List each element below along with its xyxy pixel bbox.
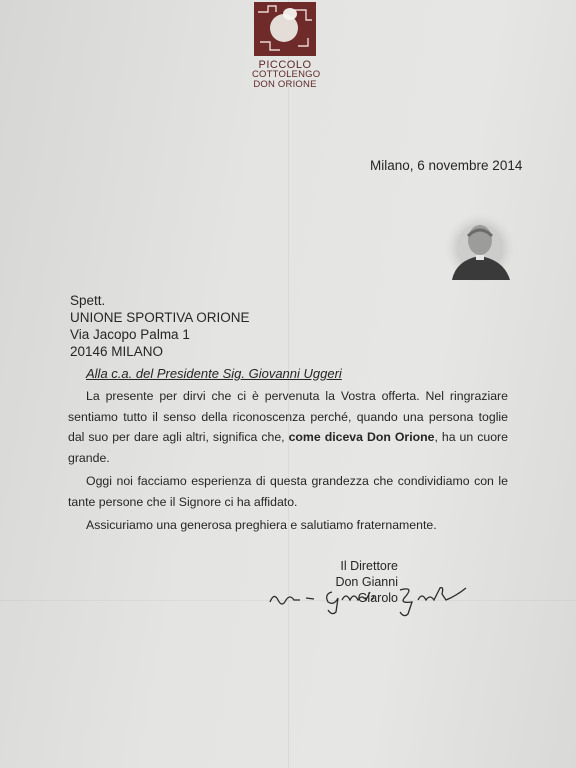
closing-title: Il Direttore <box>340 559 398 573</box>
address-city: 20146 MILANO <box>70 344 164 359</box>
handwritten-signature <box>266 578 476 618</box>
letter-body <box>68 386 508 539</box>
don-orione-portrait <box>446 214 514 282</box>
address-name: UNIONE SPORTIVA ORIONE <box>70 310 250 325</box>
p1-text-start: La presente per dirvi che ci è pervenuta la Vostra offerta. Nel ringraziare sentiamo tutto il senso della riconoscenza perché, quando una persona toglie dal suo per dare agli altri, significa che, <box>68 389 508 444</box>
closing-name: Don Gianni Giarolo <box>335 575 398 605</box>
address-salutation: Spett. <box>70 293 106 308</box>
p1-bold-quote: come diceva Don Orione <box>288 430 435 444</box>
attention-line: Alla c.a. del Presidente Sig. Giovanni Uggeri <box>86 366 342 381</box>
recipient-address <box>70 292 250 360</box>
paper-fold-vertical <box>288 0 289 768</box>
p1-text-end: , ha un cuore grande. <box>68 430 508 465</box>
signature-graphic <box>266 578 476 618</box>
logo-emblem-graphic <box>254 2 316 56</box>
body-paragraph-1 <box>68 386 508 468</box>
letterhead-logo <box>252 2 321 90</box>
logo-line-1: PICCOLO <box>258 59 312 71</box>
body-paragraph-3: Assicuriamo una generosa preghiera e salutiamo fraternamente. <box>86 518 437 532</box>
letter-date: Milano, 6 novembre 2014 <box>370 158 523 173</box>
logo-line-3: DON ORIONE <box>253 79 317 90</box>
logo-wordmark <box>252 59 321 90</box>
logo-emblem <box>254 2 316 56</box>
logo-line-2: COTTOLENGO <box>252 69 321 80</box>
address-street: Via Jacopo Palma 1 <box>70 327 190 342</box>
body-paragraph-2: Oggi noi facciamo esperienza di questa grandezza che condividiamo con le tante persone che il Signore ci ha affidato. <box>68 474 508 509</box>
portrait-image <box>446 214 514 282</box>
